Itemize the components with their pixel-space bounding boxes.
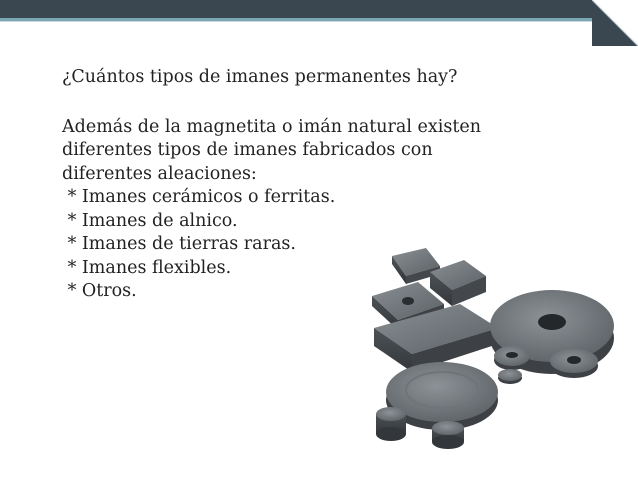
paragraph-line: diferentes aleaciones: [62, 163, 257, 184]
paragraph-line: Además de la magnetita o imán natural existen [62, 116, 481, 137]
cylinder-magnet [376, 407, 406, 441]
bullet-item: * Imanes de tierras raras. [62, 234, 296, 254]
header-band [0, 0, 638, 18]
bullet-item: * Imanes cerámicos o ferritas. [62, 187, 336, 207]
bullet-item: * Imanes flexibles. [62, 257, 232, 278]
ring-magnet-small [550, 349, 598, 378]
ring-magnet-small [494, 346, 530, 370]
page-curl-icon [592, 0, 638, 46]
magnets-photo [356, 232, 638, 479]
accent-line [0, 21, 638, 22]
bullet-item: * Imanes de alnico. [62, 210, 238, 231]
bullet-item: * Otros. [62, 281, 137, 301]
cylinder-magnet [432, 421, 464, 449]
disc-magnet-tiny [498, 369, 522, 384]
slide-question: ¿Cuántos tipos de imanes permanentes hay? [62, 67, 458, 87]
paragraph-line: diferentes tipos de imanes fabricados con [62, 140, 433, 160]
